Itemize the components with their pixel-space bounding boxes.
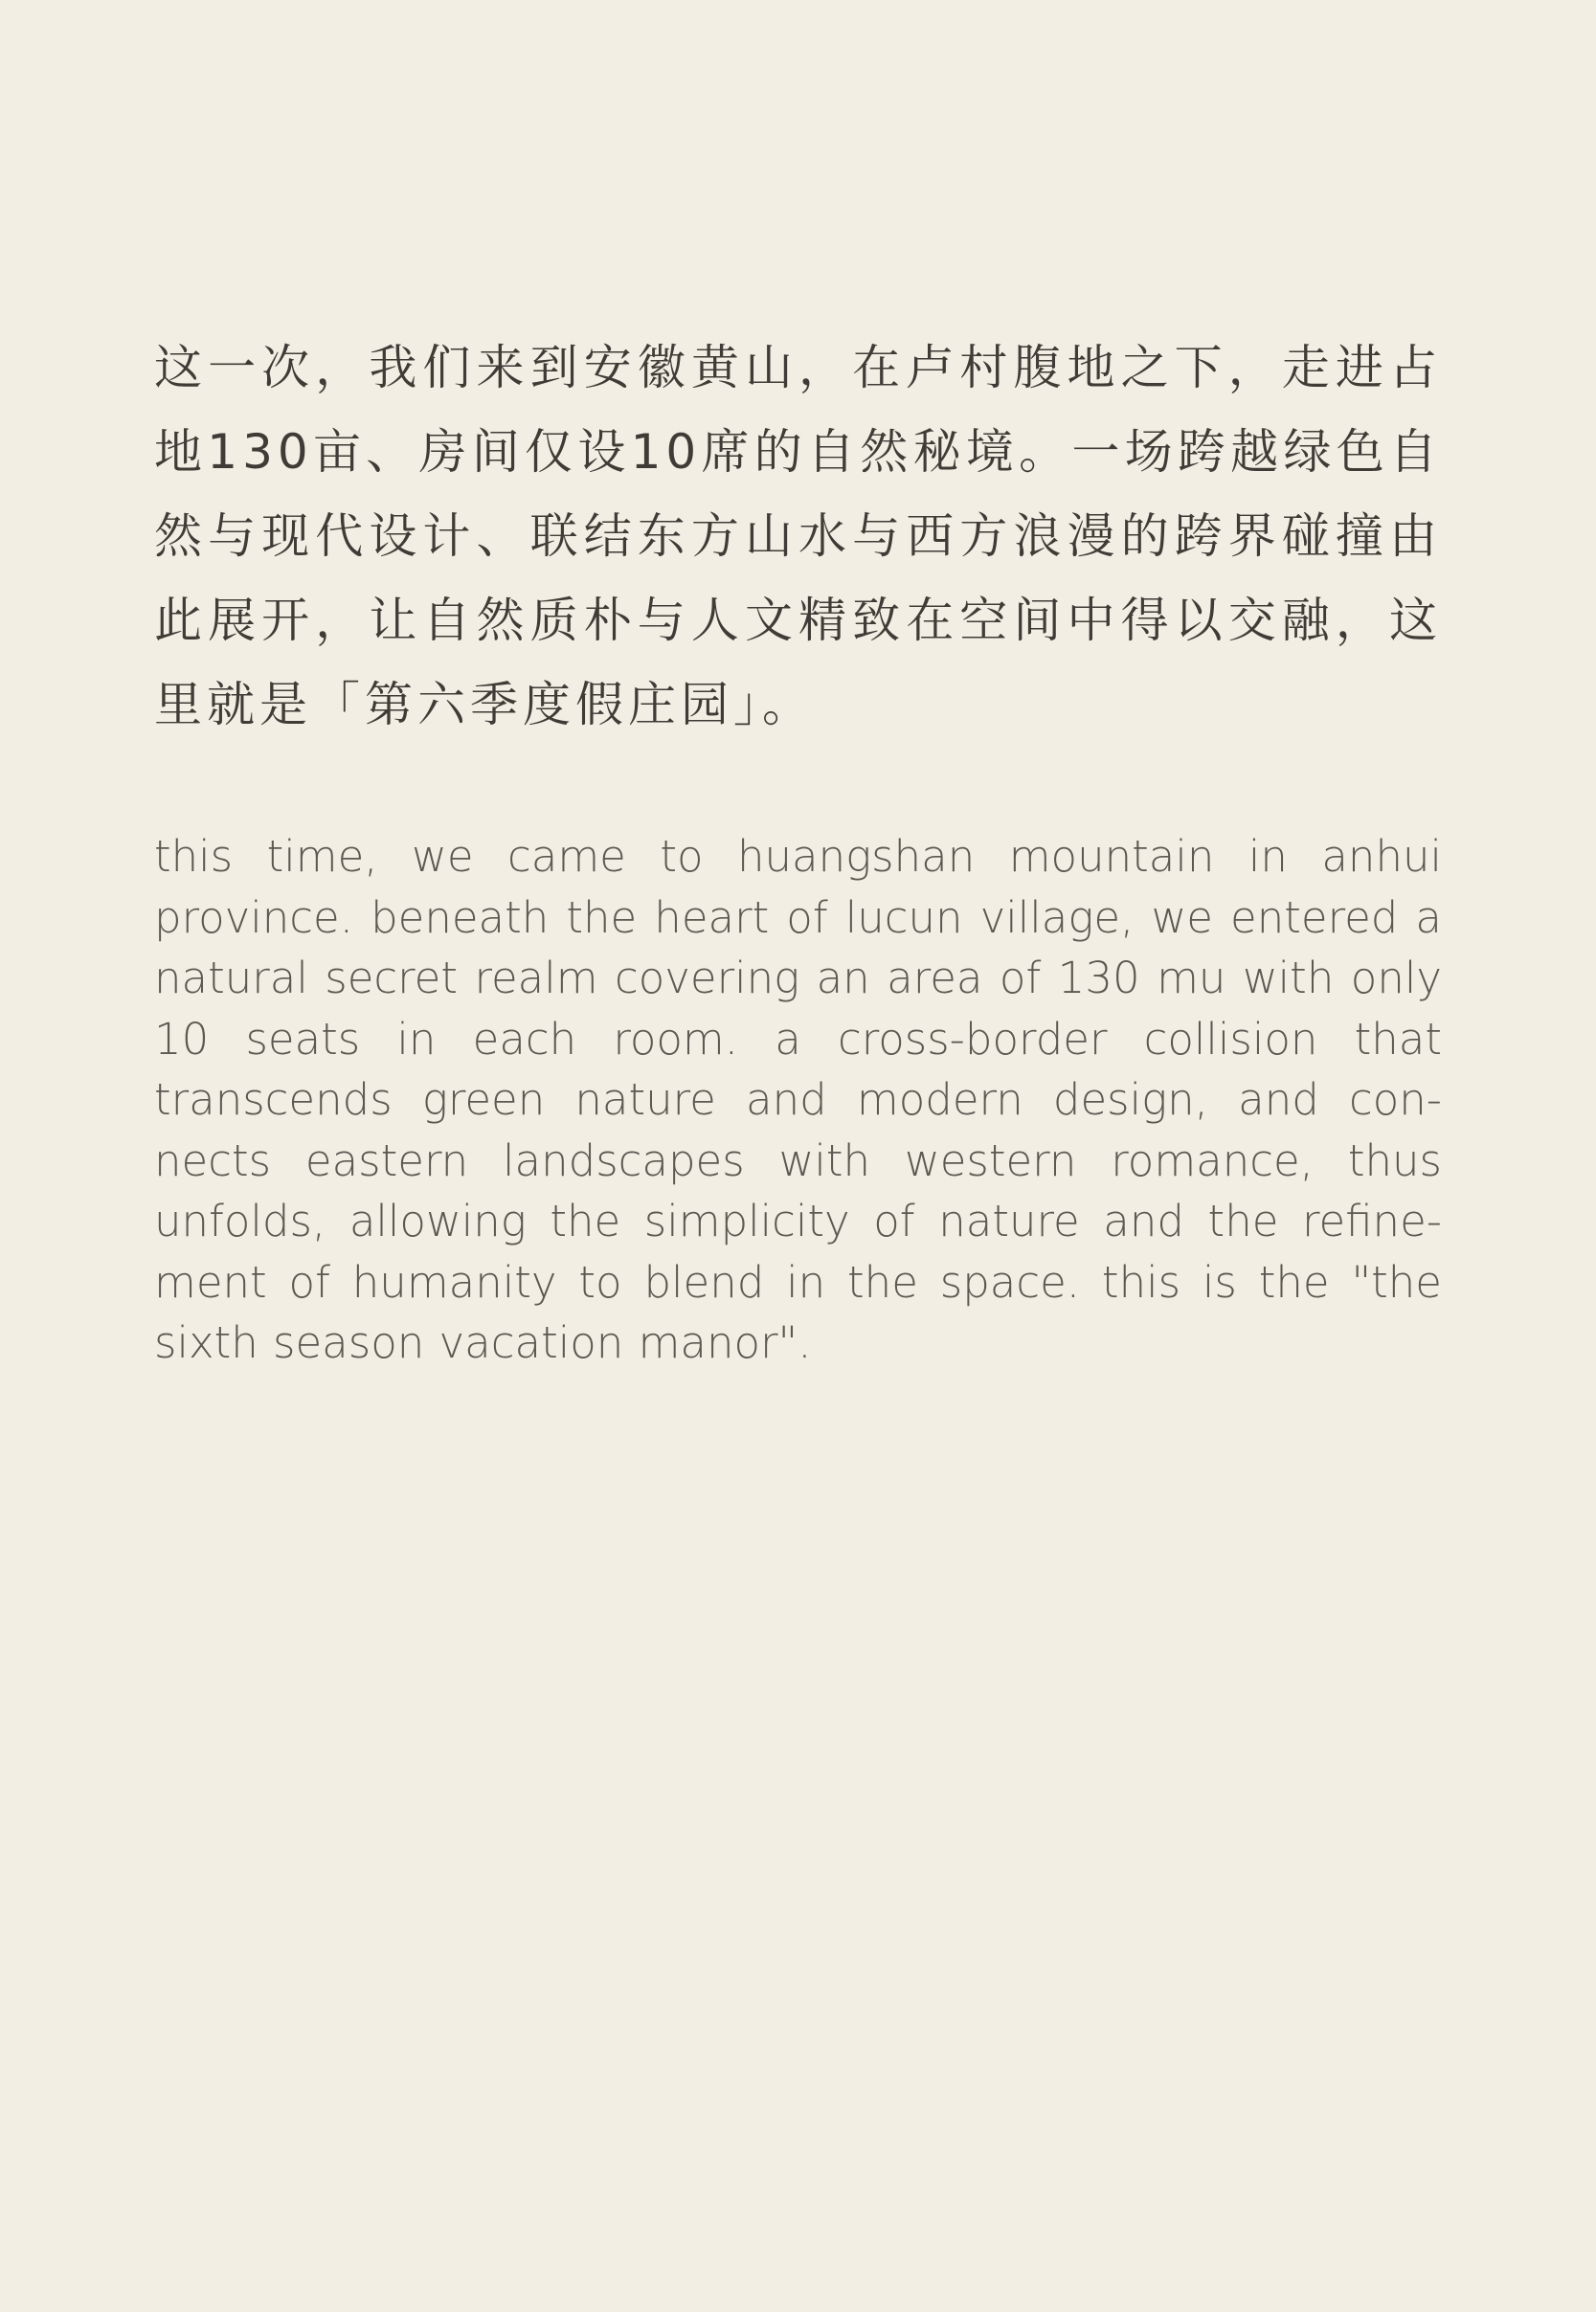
english-paragraph: this time, we came to huangshan mountain in anhui province. beneath the heart of lucun village, we entered a natural secret realm covering an area of 130 mu with only 10 seats in each room. a cross-border collision that transcends green nature and modern design, and con-nects eastern landscapes with western romance, thus unfolds, allowing the simplicity of nature and the refine-ment of humanity to blend in the space. this is the "the sixth season vacation manor".	[154, 831, 1442, 1368]
chinese-paragraph: 这一次，我们来到安徽黄山，在卢村腹地之下，走进占地130亩、房间仅设10席的自然秘境。一场跨越绿色自然与现代设计、联结东方山水与西方浪漫的跨界碰撞由此展开，让自然质朴与人文精致在空间中得以交融，这里就是「第六季度假庄园」。	[154, 340, 1442, 732]
